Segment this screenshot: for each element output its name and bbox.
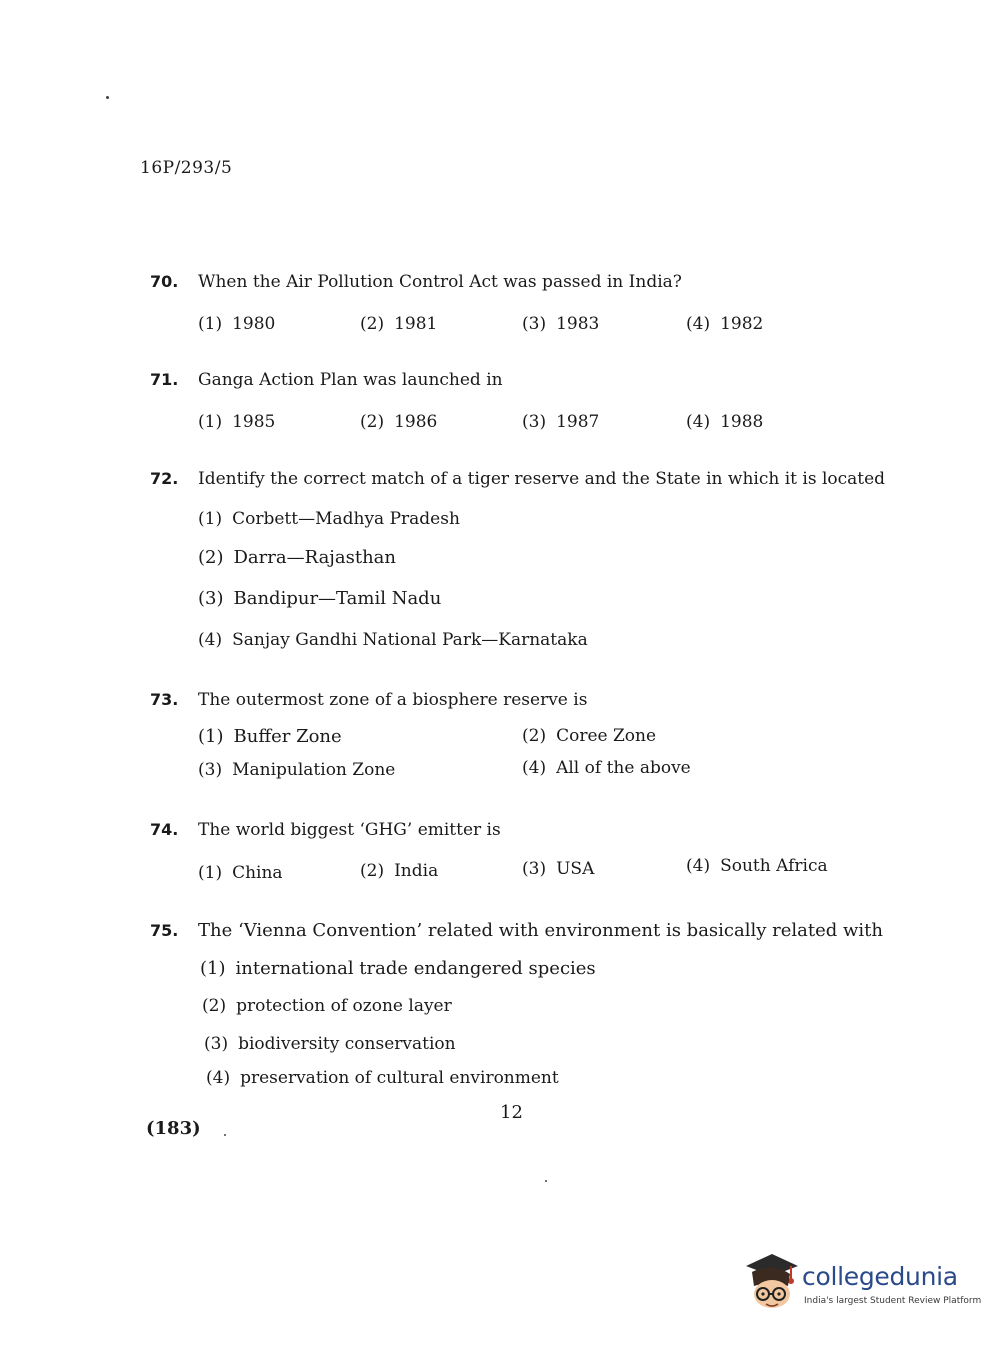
- option-74-1: [198, 863, 283, 883]
- option-70-1: [198, 314, 275, 334]
- option-number: (4): [686, 856, 711, 876]
- option-text: international trade endangered species: [235, 958, 596, 979]
- scan-speck: [106, 96, 109, 99]
- option-text: 1988: [720, 412, 764, 432]
- question-number: 71.: [150, 370, 179, 389]
- question-72: [150, 469, 885, 489]
- option-text: biodiversity conservation: [238, 1034, 456, 1054]
- option-75-2: [202, 996, 452, 1016]
- option-72-4: [198, 630, 588, 650]
- option-73-3: [198, 760, 395, 780]
- mascot-icon: [742, 1250, 800, 1314]
- scan-speck: [224, 1134, 226, 1136]
- question-text: The ‘Vienna Convention’ related with environment is basically related with: [198, 920, 884, 941]
- option-number: (3): [522, 314, 547, 334]
- option-number: (1): [198, 509, 223, 529]
- option-text: 1980: [232, 314, 276, 334]
- question-70: [150, 272, 682, 292]
- option-number: (3): [522, 859, 547, 879]
- page-number: 12: [500, 1102, 523, 1123]
- option-text: 1981: [394, 314, 438, 334]
- option-70-4: [686, 314, 763, 334]
- option-text: 1987: [556, 412, 600, 432]
- option-71-4: [686, 412, 763, 432]
- question-text: Ganga Action Plan was launched in: [198, 370, 503, 390]
- collegedunia-logo: [742, 1250, 982, 1314]
- option-text: preservation of cultural environment: [240, 1068, 559, 1088]
- question-number: 74.: [150, 820, 179, 839]
- option-text: 1982: [720, 314, 764, 334]
- option-text: Coree Zone: [556, 726, 657, 746]
- paper-code: 16P/293/5: [140, 158, 233, 178]
- option-number: (2): [360, 412, 385, 432]
- option-number: (3): [204, 1034, 229, 1054]
- question-text: Identify the correct match of a tiger reserve and the State in which it is located: [198, 469, 886, 489]
- option-72-3: [198, 588, 441, 609]
- question-71: [150, 370, 503, 390]
- option-number: (4): [198, 630, 223, 650]
- option-72-2: [198, 547, 396, 568]
- option-text: Bandipur—Tamil Nadu: [233, 588, 442, 609]
- option-74-3: [522, 859, 594, 879]
- option-text: All of the above: [556, 758, 691, 778]
- option-number: (1): [198, 314, 223, 334]
- option-number: (3): [198, 588, 224, 609]
- option-75-1: [200, 958, 596, 979]
- option-number: (4): [686, 412, 711, 432]
- option-71-2: [360, 412, 437, 432]
- option-73-4: [522, 758, 691, 778]
- question-number: 73.: [150, 690, 179, 709]
- option-text: protection of ozone layer: [236, 996, 452, 1016]
- option-number: (4): [206, 1068, 231, 1088]
- option-71-3: [522, 412, 599, 432]
- question-74: [150, 820, 501, 840]
- question-number: 75.: [150, 921, 179, 940]
- option-number: (2): [360, 314, 385, 334]
- option-number: (3): [522, 412, 547, 432]
- option-number: (2): [198, 547, 224, 568]
- question-text: The world biggest ‘GHG’ emitter is: [198, 820, 501, 840]
- option-text: Corbett—Madhya Pradesh: [232, 509, 460, 529]
- scan-speck: [545, 1180, 547, 1182]
- option-number: (1): [198, 412, 223, 432]
- option-text: USA: [556, 859, 595, 879]
- option-text: China: [232, 863, 283, 883]
- option-text: Sanjay Gandhi National Park—Karnataka: [232, 630, 588, 650]
- option-74-2: [360, 861, 438, 881]
- option-number: (4): [686, 314, 711, 334]
- logo-tagline: India's largest Student Review Platform: [804, 1296, 982, 1306]
- option-text: India: [394, 861, 439, 881]
- option-text: South Africa: [720, 856, 828, 876]
- option-number: (2): [202, 996, 227, 1016]
- option-70-2: [360, 314, 437, 334]
- option-number: (1): [200, 958, 226, 979]
- option-70-3: [522, 314, 599, 334]
- option-number: (2): [360, 861, 385, 881]
- set-code: (183): [146, 1118, 201, 1139]
- option-number: (2): [522, 726, 547, 746]
- option-71-1: [198, 412, 275, 432]
- question-number: 70.: [150, 272, 179, 291]
- option-75-3: [204, 1034, 456, 1054]
- option-74-4: [686, 856, 828, 876]
- question-73: [150, 690, 587, 710]
- option-text: Manipulation Zone: [232, 760, 396, 780]
- option-73-2: [522, 726, 656, 746]
- option-number: (3): [198, 760, 223, 780]
- option-text: 1985: [232, 412, 276, 432]
- option-73-1: [198, 726, 342, 747]
- option-text: 1986: [394, 412, 438, 432]
- option-75-4: [206, 1068, 559, 1088]
- option-number: (4): [522, 758, 547, 778]
- question-text: When the Air Pollution Control Act was passed in India?: [198, 272, 682, 292]
- option-text: Darra—Rajasthan: [233, 547, 397, 568]
- logo-brand-name: collegedunia: [802, 1262, 958, 1291]
- option-number: (1): [198, 726, 224, 747]
- question-number: 72.: [150, 469, 179, 488]
- option-72-1: [198, 509, 460, 529]
- option-text: Buffer Zone: [233, 726, 342, 747]
- option-number: (1): [198, 863, 223, 883]
- option-text: 1983: [556, 314, 600, 334]
- question-75: [150, 920, 883, 941]
- question-text: The outermost zone of a biosphere reserve is: [198, 690, 588, 710]
